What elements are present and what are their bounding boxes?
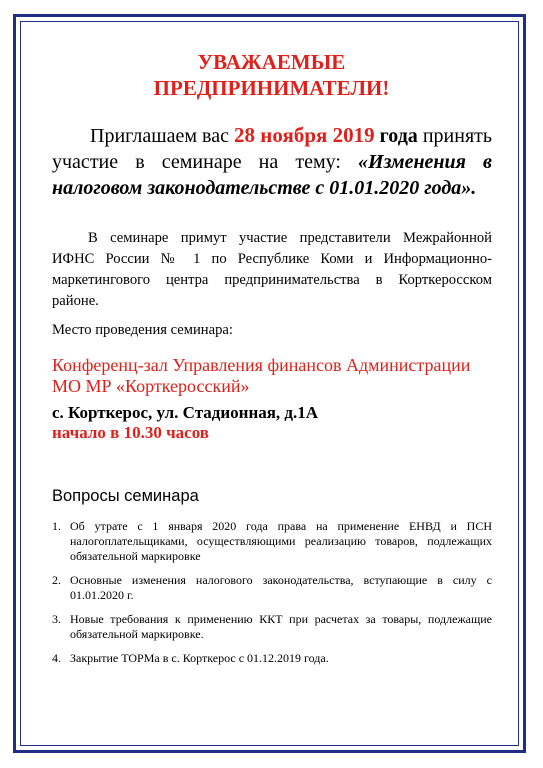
venue-hall: Конференц-зал Управления финансов Администрации МО МР «Корткеросский»	[52, 355, 471, 396]
participants-text: В семинаре примут участие представители Межрайонной ИФНС России № 1 по Республике Коми и Информационно-маркетингового центра предпринимательства в Корткеросском районе.	[52, 230, 492, 309]
list-item	[52, 519, 492, 564]
list-item	[52, 612, 492, 642]
seminar-topic: «Изменения в налоговом законодательстве с 01.01.2020 года».	[52, 151, 492, 199]
list-item	[52, 573, 492, 603]
list-item-text: Об утрате с 1 января 2020 года права на применение ЕНВД и ПСН налогоплательщиками, осуществляющими реализацию товаров, подлежащих обязательной маркировке	[70, 519, 492, 563]
list-item-text: Закрытие ТОРМа в с. Корткерос с 01.12.2019 года.	[70, 651, 329, 665]
list-item-number: 2.	[52, 573, 61, 587]
invitation-paragraph	[52, 122, 492, 201]
list-item-text: Новые требования к применению ККТ при расчетах за товары, подлежащие обязательной маркировке.	[70, 612, 492, 641]
questions-heading: Вопросы семинара	[52, 487, 199, 505]
list-item	[52, 651, 492, 666]
invite-year-word: года	[374, 125, 418, 147]
venue-label: Место проведения семинара:	[52, 322, 233, 338]
title-line-1: УВАЖАЕМЫЕ	[197, 50, 346, 74]
participants-paragraph	[52, 228, 492, 312]
invite-text-2: принять участие в семинаре на тему:	[52, 125, 493, 173]
list-item-number: 1.	[52, 519, 61, 533]
seminar-date: 28 ноября 2019	[234, 123, 375, 147]
invite-text-1: Приглашаем вас	[90, 125, 234, 147]
title-line-2: ПРЕДПРИНИМАТЕЛИ!	[153, 76, 390, 100]
list-item-number: 4.	[52, 651, 61, 665]
venue-address: с. Корткерос, ул. Стадионная, д.1А	[52, 403, 319, 422]
list-item-text: Основные изменения налогового законодательства, вступающие в силу с 01.01.2020 г.	[70, 573, 492, 602]
start-time: начало в 10.30 часов	[52, 423, 209, 442]
list-item-number: 3.	[52, 612, 61, 626]
page-title	[30, 49, 513, 101]
questions-list	[52, 519, 492, 675]
